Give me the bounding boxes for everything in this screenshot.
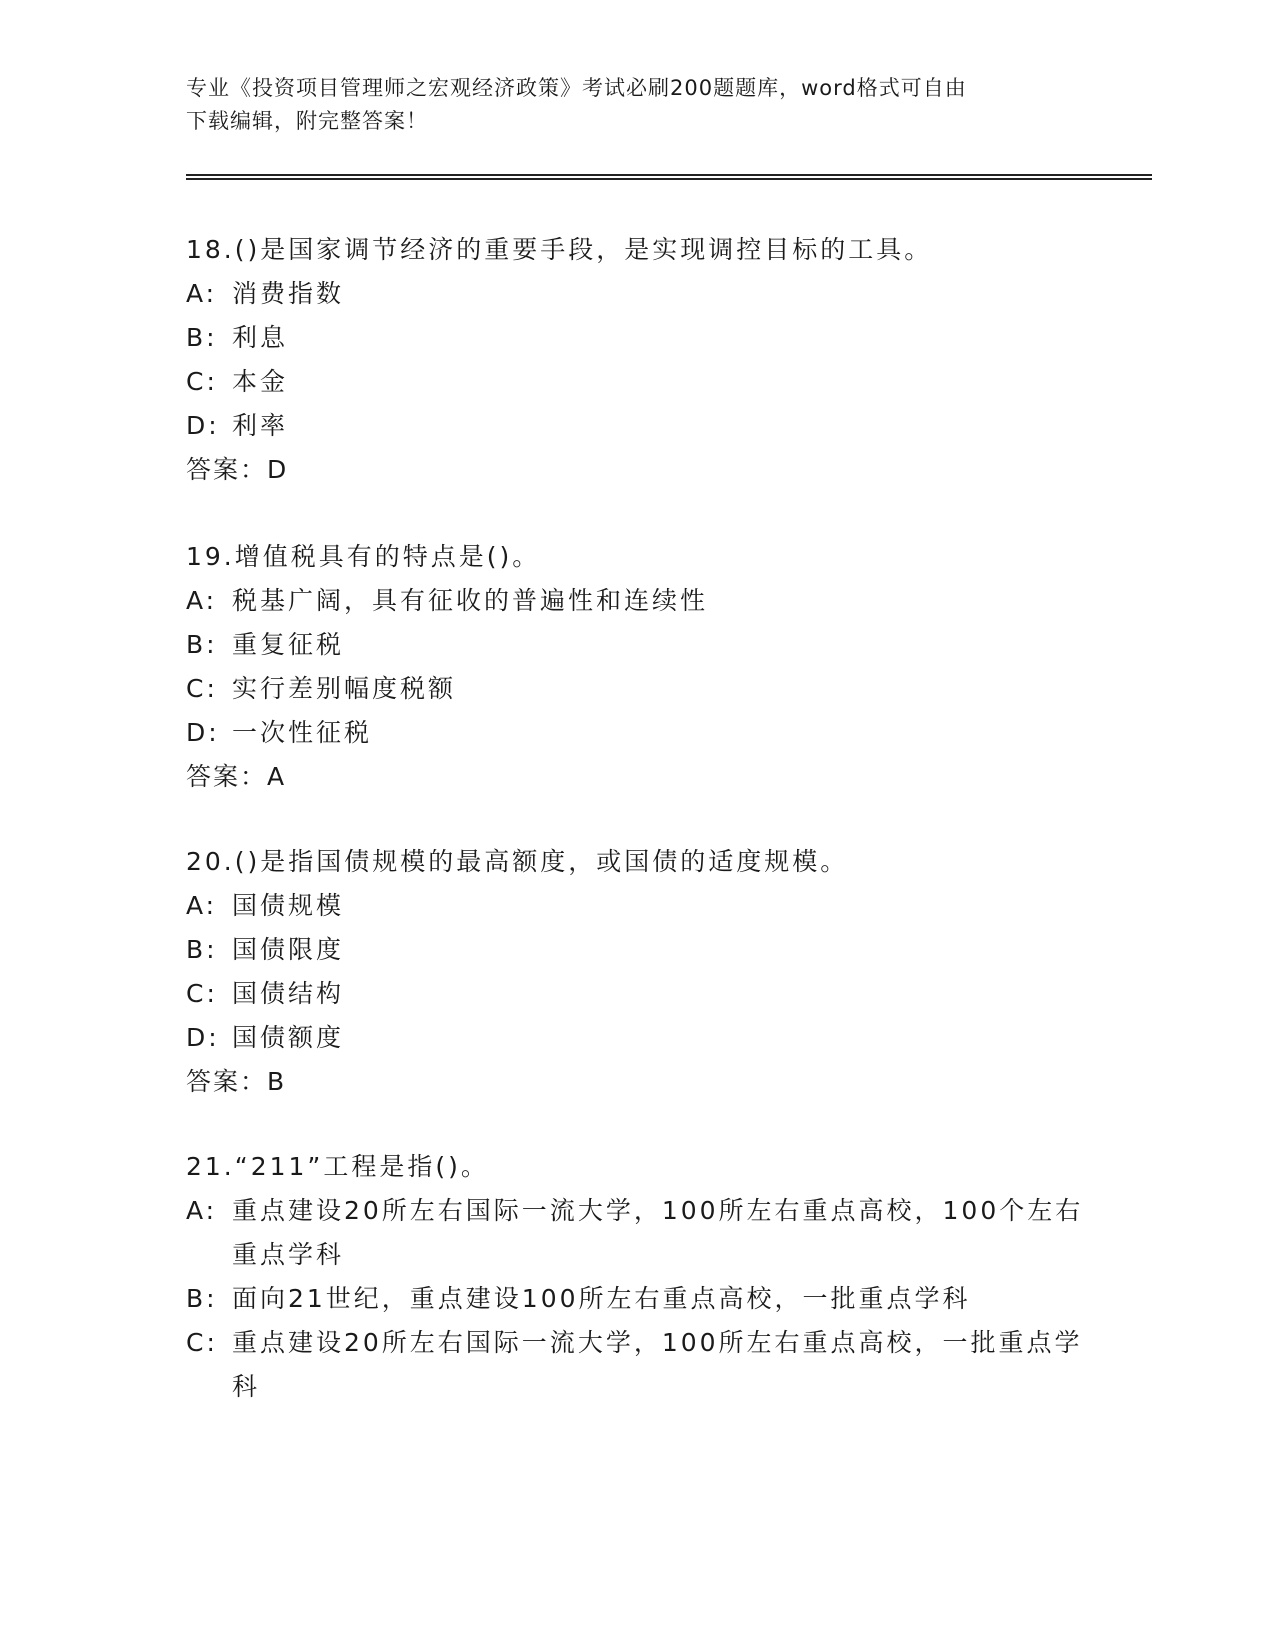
question-19	[186, 535, 1086, 799]
option-letter: A:	[186, 1196, 218, 1225]
question-21	[186, 1145, 1086, 1409]
option-letter: D:	[186, 411, 220, 440]
option-text: 一次性征税	[232, 718, 373, 747]
option-text: 重点建设20所左右国际一流大学，100所左右重点高校，一批重点学科	[232, 1328, 1083, 1401]
option-letter: A:	[186, 891, 218, 920]
document-header	[186, 72, 1066, 138]
option-b	[186, 928, 1086, 972]
question-stem: 18.()是国家调节经济的重要手段，是实现调控目标的工具。	[186, 235, 933, 264]
option-letter: B:	[186, 323, 218, 352]
option-letter: C:	[186, 979, 218, 1008]
option-text: 利息	[232, 323, 289, 352]
option-b	[186, 623, 1086, 667]
header-line-2: 下载编辑，附完整答案！	[186, 109, 428, 133]
option-d	[186, 711, 1086, 755]
option-d	[186, 404, 1086, 448]
option-letter: C:	[186, 1328, 218, 1357]
header-divider	[186, 174, 1152, 180]
option-text: 实行差别幅度税额	[232, 674, 457, 703]
option-text: 利率	[232, 411, 289, 440]
option-text: 国债额度	[232, 1023, 345, 1052]
question-stem: 20.()是指国债规模的最高额度，或国债的适度规模。	[186, 847, 849, 876]
answer-line: 答案：B	[186, 1067, 287, 1096]
option-d	[186, 1016, 1086, 1060]
option-a	[186, 579, 1086, 623]
option-c	[186, 972, 1086, 1016]
option-text: 本金	[232, 367, 289, 396]
question-18	[186, 228, 1086, 492]
option-a	[186, 884, 1086, 928]
option-c	[186, 1321, 1086, 1409]
option-text: 国债结构	[232, 979, 345, 1008]
option-a	[186, 272, 1086, 316]
option-letter: A:	[186, 586, 218, 615]
option-text: 国债规模	[232, 891, 345, 920]
option-text: 税基广阔，具有征收的普遍性和连续性	[232, 586, 709, 615]
option-a	[186, 1189, 1086, 1277]
option-text: 重点建设20所左右国际一流大学，100所左右重点高校，100个左右重点学科	[232, 1196, 1084, 1269]
option-text: 消费指数	[232, 279, 345, 308]
option-b	[186, 1277, 1086, 1321]
question-20	[186, 840, 1086, 1104]
option-letter: D:	[186, 1023, 220, 1052]
option-letter: A:	[186, 279, 218, 308]
answer-line: 答案：D	[186, 455, 289, 484]
header-line-1: 专业《投资项目管理师之宏观经济政策》考试必刷200题题库，word格式可自由	[186, 76, 967, 100]
option-letter: C:	[186, 367, 218, 396]
option-letter: B:	[186, 1284, 218, 1313]
option-c	[186, 667, 1086, 711]
option-b	[186, 316, 1086, 360]
option-letter: B:	[186, 630, 218, 659]
option-letter: D:	[186, 718, 220, 747]
option-letter: C:	[186, 674, 218, 703]
option-letter: B:	[186, 935, 218, 964]
answer-line: 答案：A	[186, 762, 287, 791]
question-stem: 19.增值税具有的特点是()。	[186, 542, 541, 571]
option-text: 重复征税	[232, 630, 345, 659]
option-text: 面向21世纪，重点建设100所左右重点高校，一批重点学科	[232, 1284, 971, 1313]
option-text: 国债限度	[232, 935, 345, 964]
question-stem: 21.“211”工程是指()。	[186, 1152, 489, 1181]
option-c	[186, 360, 1086, 404]
